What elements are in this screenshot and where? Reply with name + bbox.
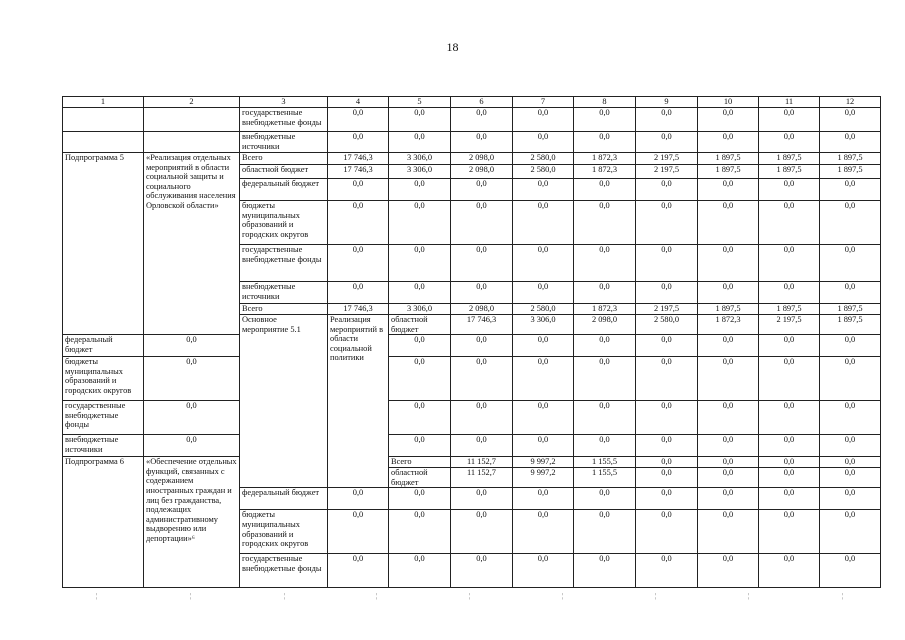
value-cell: 0,0: [451, 179, 513, 201]
value-cell: 2 098,0: [451, 153, 513, 165]
value-cell: 2 197,5: [759, 315, 820, 335]
value-cell: 0,0: [389, 401, 451, 435]
value-cell: 1 897,5: [698, 304, 759, 315]
funding-source-cell: государственные внебюджетные фонды: [240, 108, 328, 132]
funding-source-cell: внебюджетные источники: [63, 435, 144, 457]
value-cell: 0,0: [698, 554, 759, 588]
column-number-cell: 4: [328, 97, 389, 108]
table-row: [63, 401, 881, 435]
value-cell: 1 872,3: [574, 165, 636, 179]
value-cell: 0,0: [759, 282, 820, 304]
value-cell: 0,0: [451, 554, 513, 588]
column-number-cell: 7: [513, 97, 574, 108]
value-cell: 0,0: [389, 245, 451, 282]
value-cell: 0,0: [328, 554, 389, 588]
value-cell: 0,0: [513, 554, 574, 588]
value-cell: 0,0: [636, 108, 698, 132]
funding-source-cell: федеральный бюджет: [240, 488, 328, 510]
value-cell: 1 872,3: [698, 315, 759, 335]
value-cell: 0,0: [574, 179, 636, 201]
value-cell: 0,0: [636, 132, 698, 153]
value-cell: 0,0: [698, 108, 759, 132]
value-cell: 17 746,3: [451, 315, 513, 335]
value-cell: 0,0: [389, 282, 451, 304]
value-cell: 0,0: [144, 335, 240, 357]
value-cell: 0,0: [759, 179, 820, 201]
value-cell: 3 306,0: [389, 304, 451, 315]
table-row: [63, 132, 881, 153]
value-cell: 0,0: [698, 468, 759, 488]
value-cell: 1 872,3: [574, 153, 636, 165]
value-cell: 0,0: [820, 245, 881, 282]
table-row: [63, 457, 881, 468]
value-cell: 0,0: [451, 435, 513, 457]
value-cell: 0,0: [513, 179, 574, 201]
value-cell: 0,0: [698, 282, 759, 304]
value-cell: 0,0: [820, 357, 881, 401]
value-cell: 0,0: [389, 179, 451, 201]
value-cell: 0,0: [328, 179, 389, 201]
value-cell: 0,0: [636, 335, 698, 357]
funding-source-cell: Всего: [389, 457, 451, 468]
value-cell: 0,0: [389, 357, 451, 401]
value-cell: 3 306,0: [389, 153, 451, 165]
column-number-cell: 8: [574, 97, 636, 108]
value-cell: 0,0: [759, 435, 820, 457]
value-cell: 2 098,0: [451, 165, 513, 179]
page-bottom-mark: ¦: [190, 592, 192, 600]
value-cell: 0,0: [328, 245, 389, 282]
value-cell: 0,0: [636, 357, 698, 401]
program-description-cell: «Обеспечение отдельных функций, связанных с содержанием иностранных граждан и лиц без гражданства, подлежащих административному выдворению или депортации»⁶: [144, 457, 240, 588]
value-cell: 17 746,3: [328, 165, 389, 179]
value-cell: 2 197,5: [636, 165, 698, 179]
program-name-cell: Основное мероприятие 5.1: [240, 315, 328, 488]
value-cell: 1 897,5: [820, 165, 881, 179]
page-bottom-mark: ¦: [562, 592, 564, 600]
value-cell: 0,0: [328, 132, 389, 153]
value-cell: 0,0: [513, 108, 574, 132]
value-cell: 0,0: [513, 132, 574, 153]
value-cell: 0,0: [636, 468, 698, 488]
value-cell: 0,0: [144, 357, 240, 401]
funding-source-cell: внебюджетные источники: [240, 282, 328, 304]
column-number-cell: 2: [144, 97, 240, 108]
value-cell: 1 897,5: [759, 304, 820, 315]
value-cell: 0,0: [759, 201, 820, 245]
value-cell: 0,0: [574, 282, 636, 304]
value-cell: 0,0: [636, 435, 698, 457]
value-cell: 0,0: [513, 245, 574, 282]
value-cell: 0,0: [820, 335, 881, 357]
value-cell: 0,0: [451, 488, 513, 510]
value-cell: 0,0: [759, 357, 820, 401]
value-cell: 0,0: [759, 335, 820, 357]
value-cell: 0,0: [820, 132, 881, 153]
table-row: [63, 357, 881, 401]
page-bottom-mark: ¦: [748, 592, 750, 600]
value-cell: 0,0: [328, 510, 389, 554]
value-cell: 0,0: [574, 201, 636, 245]
value-cell: 1 155,5: [574, 468, 636, 488]
value-cell: 0,0: [451, 132, 513, 153]
funding-source-cell: государственные внебюджетные фонды: [240, 245, 328, 282]
value-cell: 0,0: [389, 488, 451, 510]
value-cell: 0,0: [328, 488, 389, 510]
value-cell: 1 897,5: [759, 153, 820, 165]
value-cell: 0,0: [513, 282, 574, 304]
value-cell: 0,0: [820, 108, 881, 132]
funding-source-cell: областной бюджет: [389, 468, 451, 488]
table-row: [63, 153, 881, 165]
value-cell: 0,0: [820, 401, 881, 435]
value-cell: 0,0: [389, 108, 451, 132]
funding-source-cell: государственные внебюджетные фонды: [240, 554, 328, 588]
value-cell: 0,0: [328, 201, 389, 245]
funding-source-cell: бюджеты муниципальных образований и городских округов: [240, 201, 328, 245]
value-cell: 0,0: [451, 401, 513, 435]
program-name-cell: [63, 132, 144, 153]
value-cell: 0,0: [513, 335, 574, 357]
funding-source-cell: областной бюджет: [389, 315, 451, 335]
program-name-cell: Подпрограмма 6: [63, 457, 144, 588]
program-name-cell: [63, 108, 144, 132]
value-cell: 0,0: [759, 132, 820, 153]
value-cell: 0,0: [698, 179, 759, 201]
value-cell: 0,0: [451, 108, 513, 132]
value-cell: 0,0: [636, 401, 698, 435]
value-cell: 0,0: [698, 132, 759, 153]
value-cell: 0,0: [574, 488, 636, 510]
value-cell: 9 997,2: [513, 457, 574, 468]
value-cell: 0,0: [328, 108, 389, 132]
value-cell: 0,0: [513, 201, 574, 245]
value-cell: 0,0: [574, 357, 636, 401]
value-cell: 0,0: [513, 401, 574, 435]
column-number-cell: 12: [820, 97, 881, 108]
value-cell: 0,0: [574, 401, 636, 435]
value-cell: 2 580,0: [513, 165, 574, 179]
program-description-cell: Реализация мероприятий в области социальной политики: [328, 315, 389, 488]
program-name-cell: Подпрограмма 5: [63, 153, 144, 335]
funding-source-cell: бюджеты муниципальных образований и городских округов: [240, 510, 328, 554]
page-bottom-mark: ¦: [96, 592, 98, 600]
funding-source-cell: Всего: [240, 153, 328, 165]
value-cell: 0,0: [451, 335, 513, 357]
value-cell: 0,0: [451, 201, 513, 245]
value-cell: 0,0: [636, 282, 698, 304]
column-number-cell: 6: [451, 97, 513, 108]
value-cell: 0,0: [574, 335, 636, 357]
value-cell: 1 872,3: [574, 304, 636, 315]
value-cell: 0,0: [698, 357, 759, 401]
value-cell: 1 897,5: [698, 165, 759, 179]
program-description-cell: [144, 132, 240, 153]
value-cell: 1 155,5: [574, 457, 636, 468]
column-number-cell: 10: [698, 97, 759, 108]
value-cell: 9 997,2: [513, 468, 574, 488]
budget-table: [62, 96, 881, 588]
value-cell: 1 897,5: [820, 315, 881, 335]
value-cell: 2 197,5: [636, 153, 698, 165]
value-cell: 0,0: [820, 468, 881, 488]
column-number-cell: 5: [389, 97, 451, 108]
table-row: [63, 108, 881, 132]
value-cell: 0,0: [389, 435, 451, 457]
page-number: 18: [446, 40, 459, 54]
value-cell: 1 897,5: [820, 304, 881, 315]
table-row: [63, 335, 881, 357]
value-cell: 0,0: [574, 510, 636, 554]
value-cell: 0,0: [759, 510, 820, 554]
value-cell: 0,0: [513, 510, 574, 554]
value-cell: 0,0: [451, 282, 513, 304]
value-cell: 2 580,0: [513, 304, 574, 315]
value-cell: 0,0: [144, 435, 240, 457]
value-cell: 0,0: [759, 554, 820, 588]
value-cell: 0,0: [328, 282, 389, 304]
value-cell: 0,0: [451, 245, 513, 282]
value-cell: 0,0: [820, 457, 881, 468]
program-description-cell: «Реализация отдельных мероприятий в области социальной защиты и социального обслуживания населения Орловской области»: [144, 153, 240, 335]
value-cell: 0,0: [574, 435, 636, 457]
value-cell: 0,0: [574, 245, 636, 282]
value-cell: 0,0: [513, 435, 574, 457]
value-cell: 0,0: [513, 488, 574, 510]
funding-source-cell: внебюджетные источники: [240, 132, 328, 153]
value-cell: 0,0: [698, 401, 759, 435]
value-cell: 0,0: [636, 179, 698, 201]
value-cell: 0,0: [698, 335, 759, 357]
value-cell: 0,0: [820, 510, 881, 554]
table-row: [63, 435, 881, 457]
program-description-cell: [144, 108, 240, 132]
value-cell: 0,0: [636, 457, 698, 468]
value-cell: 0,0: [698, 201, 759, 245]
value-cell: 0,0: [636, 510, 698, 554]
value-cell: 0,0: [574, 554, 636, 588]
value-cell: 0,0: [389, 510, 451, 554]
value-cell: 0,0: [698, 457, 759, 468]
value-cell: 0,0: [389, 132, 451, 153]
value-cell: 0,0: [636, 488, 698, 510]
column-number-row: [63, 97, 881, 108]
page-bottom-mark: ¦: [376, 592, 378, 600]
funding-source-cell: Всего: [240, 304, 328, 315]
page-bottom-mark: ¦: [469, 592, 471, 600]
value-cell: 0,0: [389, 201, 451, 245]
value-cell: 3 306,0: [389, 165, 451, 179]
column-number-cell: 11: [759, 97, 820, 108]
value-cell: 1 897,5: [698, 153, 759, 165]
column-number-cell: 1: [63, 97, 144, 108]
value-cell: 0,0: [574, 108, 636, 132]
value-cell: 2 098,0: [451, 304, 513, 315]
value-cell: 0,0: [820, 435, 881, 457]
value-cell: 0,0: [820, 179, 881, 201]
page-bottom-mark: ¦: [284, 592, 286, 600]
value-cell: 0,0: [820, 488, 881, 510]
value-cell: 1 897,5: [820, 153, 881, 165]
value-cell: 0,0: [698, 245, 759, 282]
funding-source-cell: государственные внебюджетные фонды: [63, 401, 144, 435]
value-cell: 0,0: [451, 510, 513, 554]
value-cell: 0,0: [636, 201, 698, 245]
value-cell: 0,0: [698, 488, 759, 510]
value-cell: 0,0: [389, 335, 451, 357]
value-cell: 0,0: [513, 357, 574, 401]
page-bottom-mark: ¦: [655, 592, 657, 600]
column-number-cell: 9: [636, 97, 698, 108]
value-cell: 0,0: [636, 554, 698, 588]
value-cell: 0,0: [451, 357, 513, 401]
value-cell: 0,0: [759, 108, 820, 132]
funding-source-cell: областной бюджет: [240, 165, 328, 179]
value-cell: 2 098,0: [574, 315, 636, 335]
value-cell: 0,0: [759, 457, 820, 468]
value-cell: 1 897,5: [759, 165, 820, 179]
value-cell: 3 306,0: [513, 315, 574, 335]
value-cell: 0,0: [759, 468, 820, 488]
value-cell: 0,0: [698, 510, 759, 554]
page-bottom-marks: [62, 592, 860, 600]
value-cell: 0,0: [820, 554, 881, 588]
value-cell: 0,0: [820, 282, 881, 304]
value-cell: 11 152,7: [451, 457, 513, 468]
value-cell: 0,0: [574, 132, 636, 153]
value-cell: 17 746,3: [328, 304, 389, 315]
value-cell: 2 580,0: [636, 315, 698, 335]
value-cell: 0,0: [759, 245, 820, 282]
value-cell: 0,0: [636, 245, 698, 282]
value-cell: 0,0: [820, 201, 881, 245]
page-bottom-mark: ¦: [842, 592, 844, 600]
funding-source-cell: федеральный бюджет: [240, 179, 328, 201]
value-cell: 0,0: [698, 435, 759, 457]
value-cell: 11 152,7: [451, 468, 513, 488]
value-cell: 0,0: [759, 401, 820, 435]
funding-source-cell: бюджеты муниципальных образований и городских округов: [63, 357, 144, 401]
funding-source-cell: федеральный бюджет: [63, 335, 144, 357]
value-cell: 0,0: [389, 554, 451, 588]
value-cell: 2 197,5: [636, 304, 698, 315]
column-number-cell: 3: [240, 97, 328, 108]
value-cell: 0,0: [759, 488, 820, 510]
value-cell: 2 580,0: [513, 153, 574, 165]
value-cell: 17 746,3: [328, 153, 389, 165]
value-cell: 0,0: [144, 401, 240, 435]
